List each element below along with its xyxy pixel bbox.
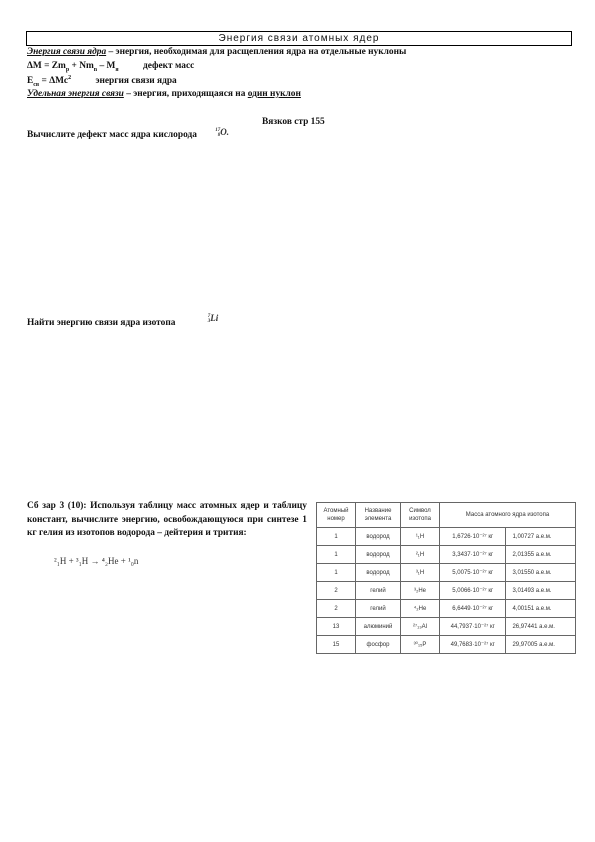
formula-label: дефект масс <box>142 61 195 71</box>
fusion-reaction-equation: ²₁H + ³₁H → ⁴₂He + ¹₀n <box>54 556 139 566</box>
column-header: Масса атомного ядра изотопа <box>440 503 576 528</box>
table-row: 2 гелий ⁴₂He 6,6449·10⁻²⁷ кг 4,00151 а.е.м. <box>317 600 576 618</box>
term-binding-energy: Энергия связи ядра <box>27 47 107 57</box>
definition-specific-energy: Удельная энергия связи – энергия, приходящаяся на один нуклон <box>27 89 301 99</box>
formula-binding-energy: $E_{св} = \Delta Mc^2$ энергия связи ядра <box>27 75 177 88</box>
textbook-reference: Вязков стр 155 <box>262 117 325 127</box>
table-row: 1 водород ²₁H 3,3437·10⁻²⁷ кг 2,01355 а.е.м. <box>317 546 576 564</box>
lithium-isotope-symbol: 7 3Li <box>207 313 219 324</box>
formula-label: энергия связи ядра <box>95 76 177 87</box>
formula-mass-defect: $\Delta M = Zm_p + Nm_n - M_я$ дефект масс <box>27 61 195 73</box>
task-fusion: Сб зар 3 (10): Используя таблицу масс атомных ядер и таблицу констант, вычислите энергию, освобождающуюся при синтезе 1 кг гелия из изотопов водорода – дейтерия и трития: <box>27 501 307 539</box>
definition-binding-energy <box>27 47 406 57</box>
question-oxygen: Вычислите дефект масс ядра кислорода 17 8O. <box>27 127 230 140</box>
table-row: 13 алюминий ²⁷₁₃Al 44,7937·10⁻²⁷ кг 26,97441 а.е.м. <box>317 618 576 636</box>
table-row: 1 водород ¹₁H 1,6726·10⁻²⁷ кг 1,00727 а.е.м. <box>317 528 576 546</box>
oxygen-isotope-symbol: 17 8O. <box>215 127 230 138</box>
term-specific-energy: Удельная энергия связи <box>27 89 124 99</box>
table-row: 2 гелий ³₂He 5,0066·10⁻²⁷ кг 3,01493 а.е.м. <box>317 582 576 600</box>
column-header: Атомный номер <box>317 503 356 528</box>
question-lithium: Найти энергию связи ядра изотопа 7 3Li <box>27 313 219 328</box>
table-row: 1 водород ³₁H 5,0075·10⁻²⁷ кг 3,01550 а.е.м. <box>317 564 576 582</box>
table-row: 15 фосфор ³⁰₁₅P 49,7683·10⁻²⁷ кг 29,97005 а.е.м. <box>317 636 576 654</box>
atomic-mass-table <box>316 502 576 654</box>
page-title: Энергия связи атомных ядер <box>26 31 572 46</box>
column-header: Название элемента <box>356 503 401 528</box>
table-header-row <box>317 503 576 528</box>
definition-text: – энергия, необходимая для расщепления ядра на отдельные нуклоны <box>106 47 407 57</box>
column-header: Символ изотопа <box>401 503 440 528</box>
